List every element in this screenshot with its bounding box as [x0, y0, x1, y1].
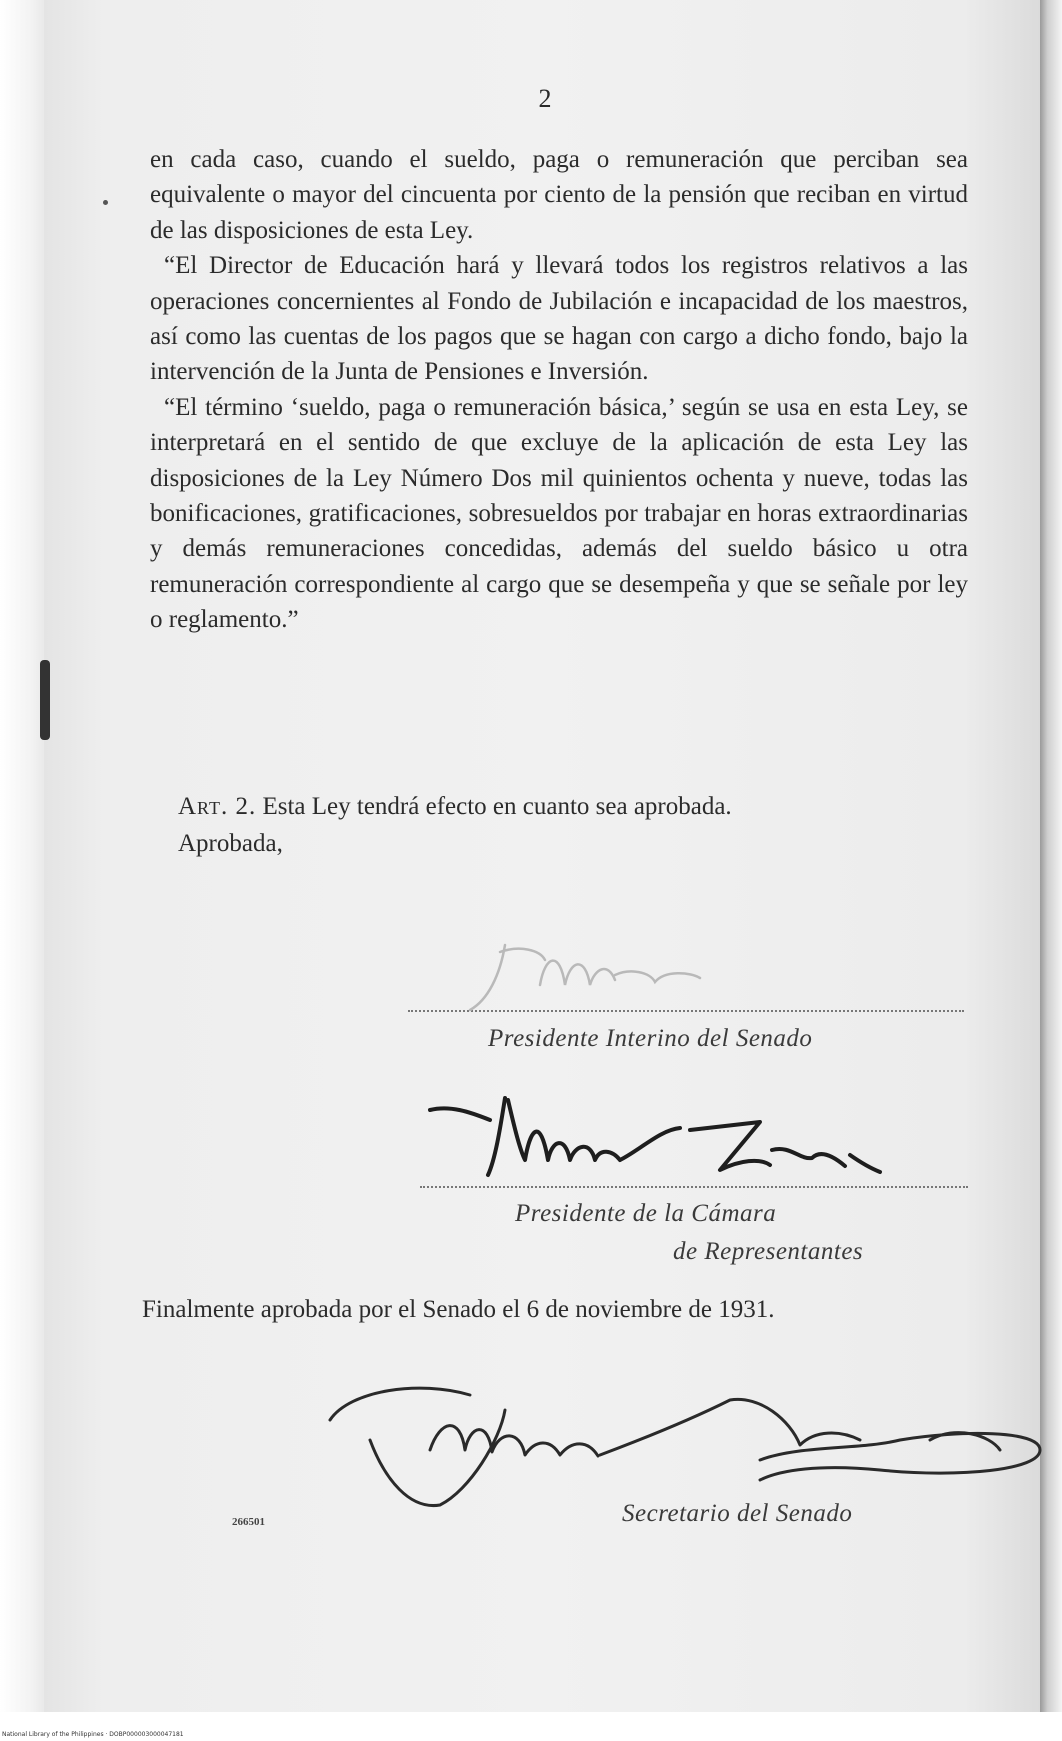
article-2 — [178, 793, 732, 821]
article-label: Art. 2. — [178, 793, 257, 820]
approved-label: Aprobada, — [178, 830, 283, 857]
body-text — [150, 142, 968, 638]
house-president-title-line2: de Representantes — [673, 1238, 864, 1265]
secretary-title: Secretario del Senado — [622, 1500, 853, 1527]
paragraph-1: en cada caso, cuando el sueldo, paga o remuneración que perciban sea equivalente o mayor del cincuenta por ciento de la pensión que reciban en virtud de las disposiciones de esta Ley. — [150, 146, 968, 244]
scan-left-margin — [0, 0, 44, 1741]
margin-dot — [103, 200, 108, 205]
final-approval-text: Finalmente aprobada por el Senado el 6 de noviembre de 1931. — [142, 1296, 775, 1323]
house-president-title-line1: Presidente de la Cámara — [515, 1200, 777, 1227]
page-number: 2 — [538, 84, 552, 113]
house-president-signature-line — [420, 1186, 968, 1188]
senate-president-signature-line — [408, 1010, 964, 1012]
article-text: Esta Ley tendrá efecto en cuanto sea aprobada. — [262, 793, 732, 820]
paragraph-2: “El Director de Educación hará y llevará todos los registros relativos a las operaciones concernientes al Fondo de Jubilación e incapacidad de los maestros, así como las cuentas de los pagos que se hagan con cargo a dicho fondo, bajo la intervención de la Junta de Pensiones e Inversión. — [150, 252, 968, 386]
binding-mark — [40, 660, 50, 740]
print-code: 266501 — [232, 1516, 265, 1528]
scan-right-edge — [1040, 0, 1062, 1741]
library-footer: National Library of the Philippines · DOBP000003000047181 — [2, 1731, 184, 1738]
paragraph-3: “El término ‘sueldo, paga o remuneración básica,’ según se usa en esta Ley, se interpretará en el sentido de que excluye de la aplicación de esta Ley las disposiciones de la Ley Número Dos mil quinientos ochenta y nueve, todas las bonificaciones, gratificaciones, sobresueldos por trabajar en horas extraordinarias y demás remuneraciones concedidas, además del sueldo básico u otra remuneración correspondiente al cargo que se desempeña y que se señale por ley o reglamento.” — [150, 393, 968, 634]
senate-president-title: Presidente Interino del Senado — [488, 1025, 813, 1052]
